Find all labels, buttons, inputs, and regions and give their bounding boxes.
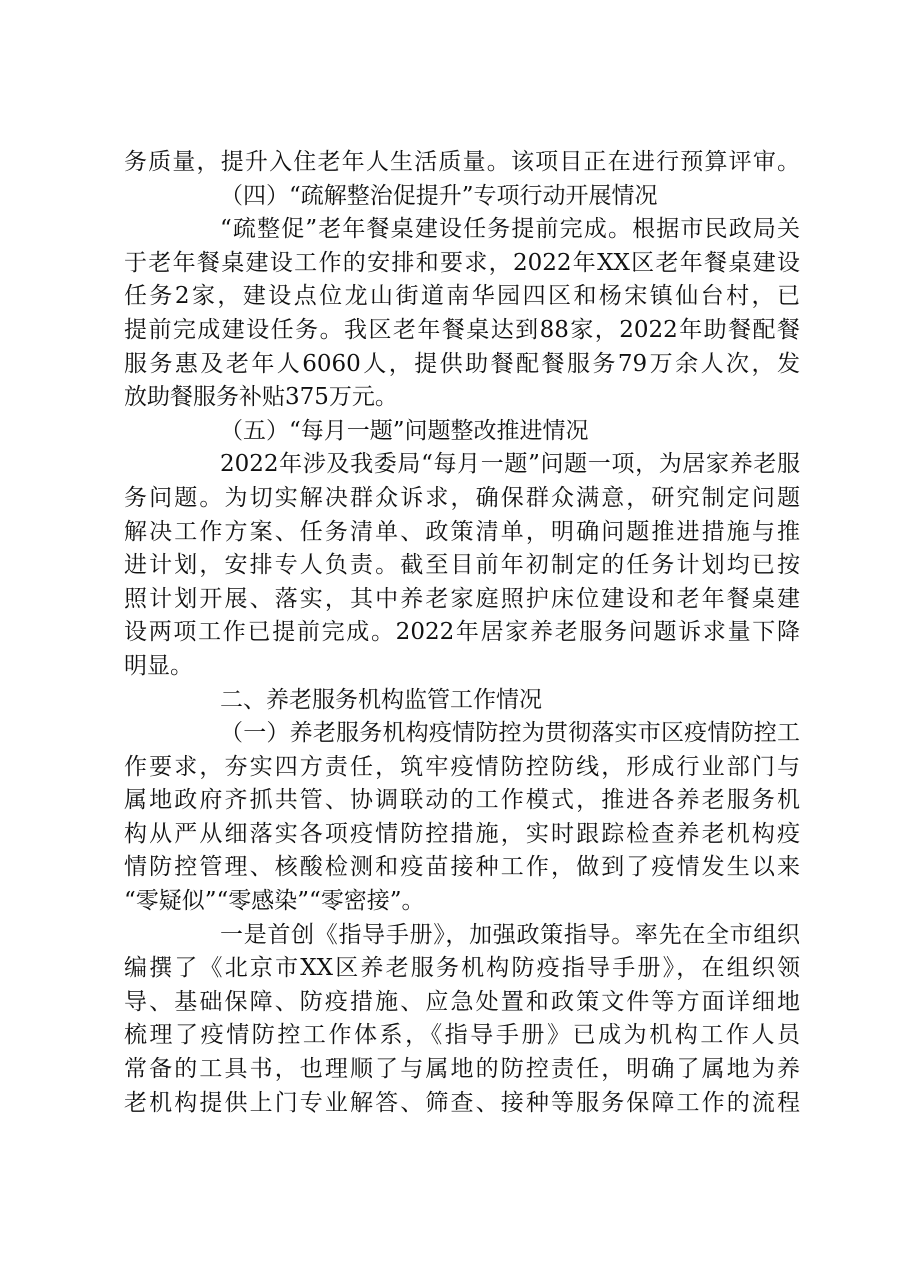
text-line: 常备的工具书，也理顺了与属地的防控责任，明确了属地为养 xyxy=(124,1056,800,1083)
text-line: （四）“疏解整治促提升”专项行动开展情况 xyxy=(220,182,658,209)
text-line: 作要求，夯实四方责任，筑牢疫情防控防线，形成行业部门与 xyxy=(124,753,800,780)
text-line: 照计划开展、落实，其中养老家庭照护床位建设和老年餐桌建 xyxy=(124,585,800,612)
text-line: （五）“每月一题”问题整改推进情况 xyxy=(220,417,589,444)
text-line: 明显。 xyxy=(124,652,193,679)
text-line: 编撰了《北京市XX区养老服务机构防疫指导手册》，在组织领 xyxy=(124,955,800,982)
text-line: 服务惠及老年人6060人，提供助餐配餐服务79万余人次，发 xyxy=(124,350,800,377)
text-line: 进计划，安排专人负责。截至目前年初制定的任务计划均已按 xyxy=(124,552,800,579)
text-line: 情防控管理、核酸检测和疫苗接种工作，做到了疫情发生以来 xyxy=(124,854,800,881)
text-line: 2022年涉及我委局“每月一题”问题一项，为居家养老服 xyxy=(220,451,800,478)
text-line: 构从严从细落实各项疫情防控措施，实时跟踪检查养老机构疫 xyxy=(124,820,800,847)
text-line: 设两项工作已提前完成。2022年居家养老服务问题诉求量下降 xyxy=(124,619,800,646)
text-line: 务质量，提升入住老年人生活质量。该项目正在进行预算评审。 xyxy=(124,149,800,175)
text-line: 提前完成建设任务。我区老年餐桌达到88家，2022年助餐配餐 xyxy=(124,316,800,343)
text-line: 二、养老服务机构监管工作情况 xyxy=(220,686,542,713)
text-line: 导、基础保障、防疫措施、应急处置和政策文件等方面详细地 xyxy=(124,988,800,1015)
text-line: 放助餐服务补贴375万元。 xyxy=(124,384,398,411)
text-line: （一）养老服务机构疫情防控为贯彻落实市区疫情防控工 xyxy=(220,720,800,747)
text-line: 解决工作方案、任务清单、政策清单，明确问题推进措施与推 xyxy=(124,518,800,545)
text-line: “零疑似”“零感染”“零密接”。 xyxy=(124,888,425,915)
text-line: 于老年餐桌建设工作的安排和要求，2022年XX区老年餐桌建设 xyxy=(124,249,800,276)
text-line: “疏整促”老年餐桌建设任务提前完成。根据市民政局关 xyxy=(220,216,800,243)
text-line: 梳理了疫情防控工作体系，《指导手册》已成为机构工作人员 xyxy=(124,1022,800,1049)
text-line: 任务2家，建设点位龙山街道南华园四区和杨宋镇仙台村，已 xyxy=(124,283,800,310)
text-line: 属地政府齐抓共管、协调联动的工作模式，推进各养老服务机 xyxy=(124,787,800,814)
text-line: 务问题。为切实解决群众诉求，确保群众满意，研究制定问题 xyxy=(124,484,800,511)
text-line: 老机构提供上门专业解答、筛查、接种等服务保障工作的流程 xyxy=(124,1089,800,1116)
text-line: 一是首创《指导手册》，加强政策指导。率先在全市组织 xyxy=(220,921,800,948)
document-body xyxy=(124,146,800,1120)
